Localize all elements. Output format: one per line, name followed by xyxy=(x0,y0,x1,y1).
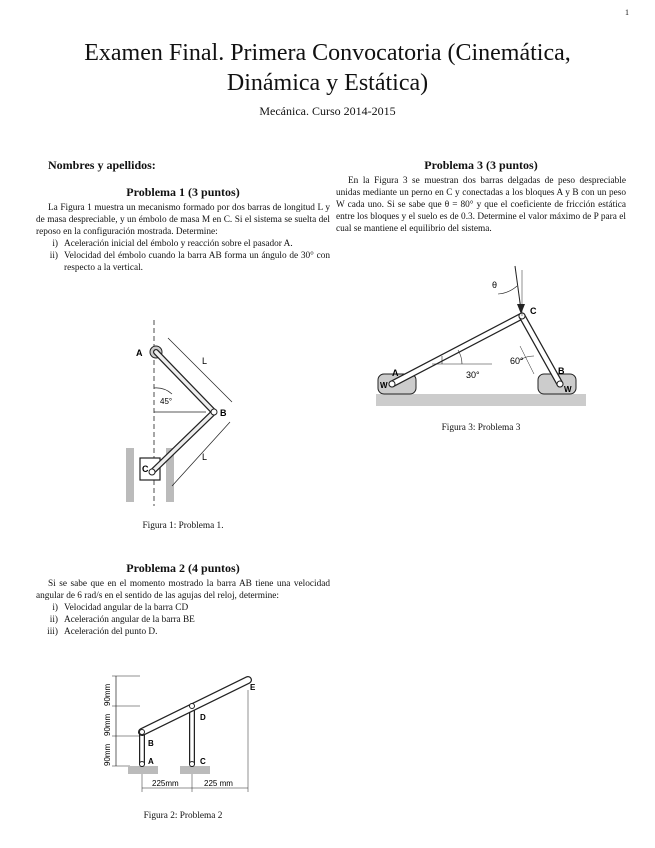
problem1-section xyxy=(36,185,330,274)
fig2-label-d: D xyxy=(200,713,206,722)
fig2-label-a: A xyxy=(148,757,154,766)
item-text: Aceleración angular de la barra BE xyxy=(64,614,195,625)
list-item xyxy=(36,603,330,615)
fig3-label-c: C xyxy=(530,306,537,316)
item-text: Aceleración del punto D. xyxy=(64,626,158,637)
fig1-label-a: A xyxy=(136,348,143,358)
problem1-intro: La Figura 1 muestra un mecanismo formado por dos barras de longitud L y de masa despreciable, y un émbolo de masa M en C. Si el sistema se suelta del reposo en la configuración mostrada. Determine: xyxy=(36,203,330,237)
page-number: 1 xyxy=(625,8,629,17)
list-item xyxy=(36,251,330,275)
figure-3-diagram xyxy=(370,264,590,414)
item-text: Aceleración inicial del émbolo y reacción sobre el pasador A. xyxy=(64,238,293,249)
fig2-dim-90-mid: 90mm xyxy=(103,713,112,736)
problem3-section xyxy=(336,158,626,236)
fig1-angle-label: 45° xyxy=(160,397,173,406)
subtitle: Mecánica. Curso 2014-2015 xyxy=(259,104,396,118)
item-number: iii) xyxy=(47,626,58,637)
list-item xyxy=(36,615,330,627)
fig2-label-e: E xyxy=(250,683,256,692)
problem3-intro: En la Figura 3 se muestran dos barras delgadas de peso despreciable unidas mediante un perno en C y conectadas a los bloques A y B con un peso W cada uno. Si se sabe que θ = 80° y que el coeficiente de fricción estática entre los bloques y el suelo es de 0.3. Determine el valor máximo de P para el cual se mantiene el equilibrio del sistema. xyxy=(336,176,626,234)
fig3-label-b: B xyxy=(558,366,565,376)
item-text: Velocidad angular de la barra CD xyxy=(64,602,189,613)
title-line-2: Dinámica y Estática) xyxy=(226,70,429,96)
item-number: ii) xyxy=(49,250,58,261)
item-number: i) xyxy=(52,602,58,613)
fig3-angle-60: 60° xyxy=(510,356,524,366)
problem2-intro: Si se sabe que en el momento mostrado la barra AB tiene una velocidad angular de 6 rad/s en el sentido de las agujas del reloj, determine: xyxy=(36,579,330,601)
fig2-dim-90-bottom: 90mm xyxy=(103,743,112,766)
fig2-dim-225-right: 225 mm xyxy=(204,779,233,788)
fig1-label-l2: L xyxy=(202,452,208,462)
problem2-section xyxy=(36,561,330,639)
figure-2-caption: Figura 2: Problema 2 xyxy=(143,811,223,821)
fig3-theta-label: θ xyxy=(492,280,498,290)
figure-3-caption: Figura 3: Problema 3 xyxy=(441,423,521,433)
fig3-label-w-right: W xyxy=(564,385,572,394)
title-line-1: Examen Final. Primera Convocatoria (Cinemática, xyxy=(84,40,571,66)
names-label: Nombres y apellidos: xyxy=(48,158,156,172)
list-item xyxy=(36,239,330,251)
fig3-angle-30: 30° xyxy=(466,370,480,380)
problem2-heading: Problema 2 (4 puntos) xyxy=(126,561,240,575)
item-text: Velocidad del émbolo cuando la barra AB forma un ángulo de 30° con respecto a la vertical. xyxy=(64,250,330,273)
fig2-label-b: B xyxy=(148,739,154,748)
problem3-heading: Problema 3 (3 puntos) xyxy=(424,158,538,172)
fig1-label-l1: L xyxy=(202,356,208,366)
fig2-label-c: C xyxy=(200,757,206,766)
problem1-heading: Problema 1 (3 puntos) xyxy=(126,185,240,199)
item-number: i) xyxy=(52,238,58,249)
fig3-label-a: A xyxy=(392,368,399,378)
list-item xyxy=(36,627,330,639)
figure-2-diagram xyxy=(100,670,270,800)
figure-1-caption: Figura 1: Problema 1. xyxy=(142,521,224,531)
item-number: ii) xyxy=(49,614,58,625)
fig1-label-c: C xyxy=(142,464,149,474)
fig2-dim-90-top: 90mm xyxy=(103,683,112,706)
problem2-list xyxy=(36,603,330,639)
fig3-label-w-left: W xyxy=(380,381,388,390)
fig1-label-b: B xyxy=(220,408,227,418)
page-title xyxy=(0,38,655,98)
figure-1-diagram xyxy=(118,318,248,508)
problem1-list xyxy=(36,239,330,275)
fig2-dim-225-left: 225mm xyxy=(152,779,179,788)
